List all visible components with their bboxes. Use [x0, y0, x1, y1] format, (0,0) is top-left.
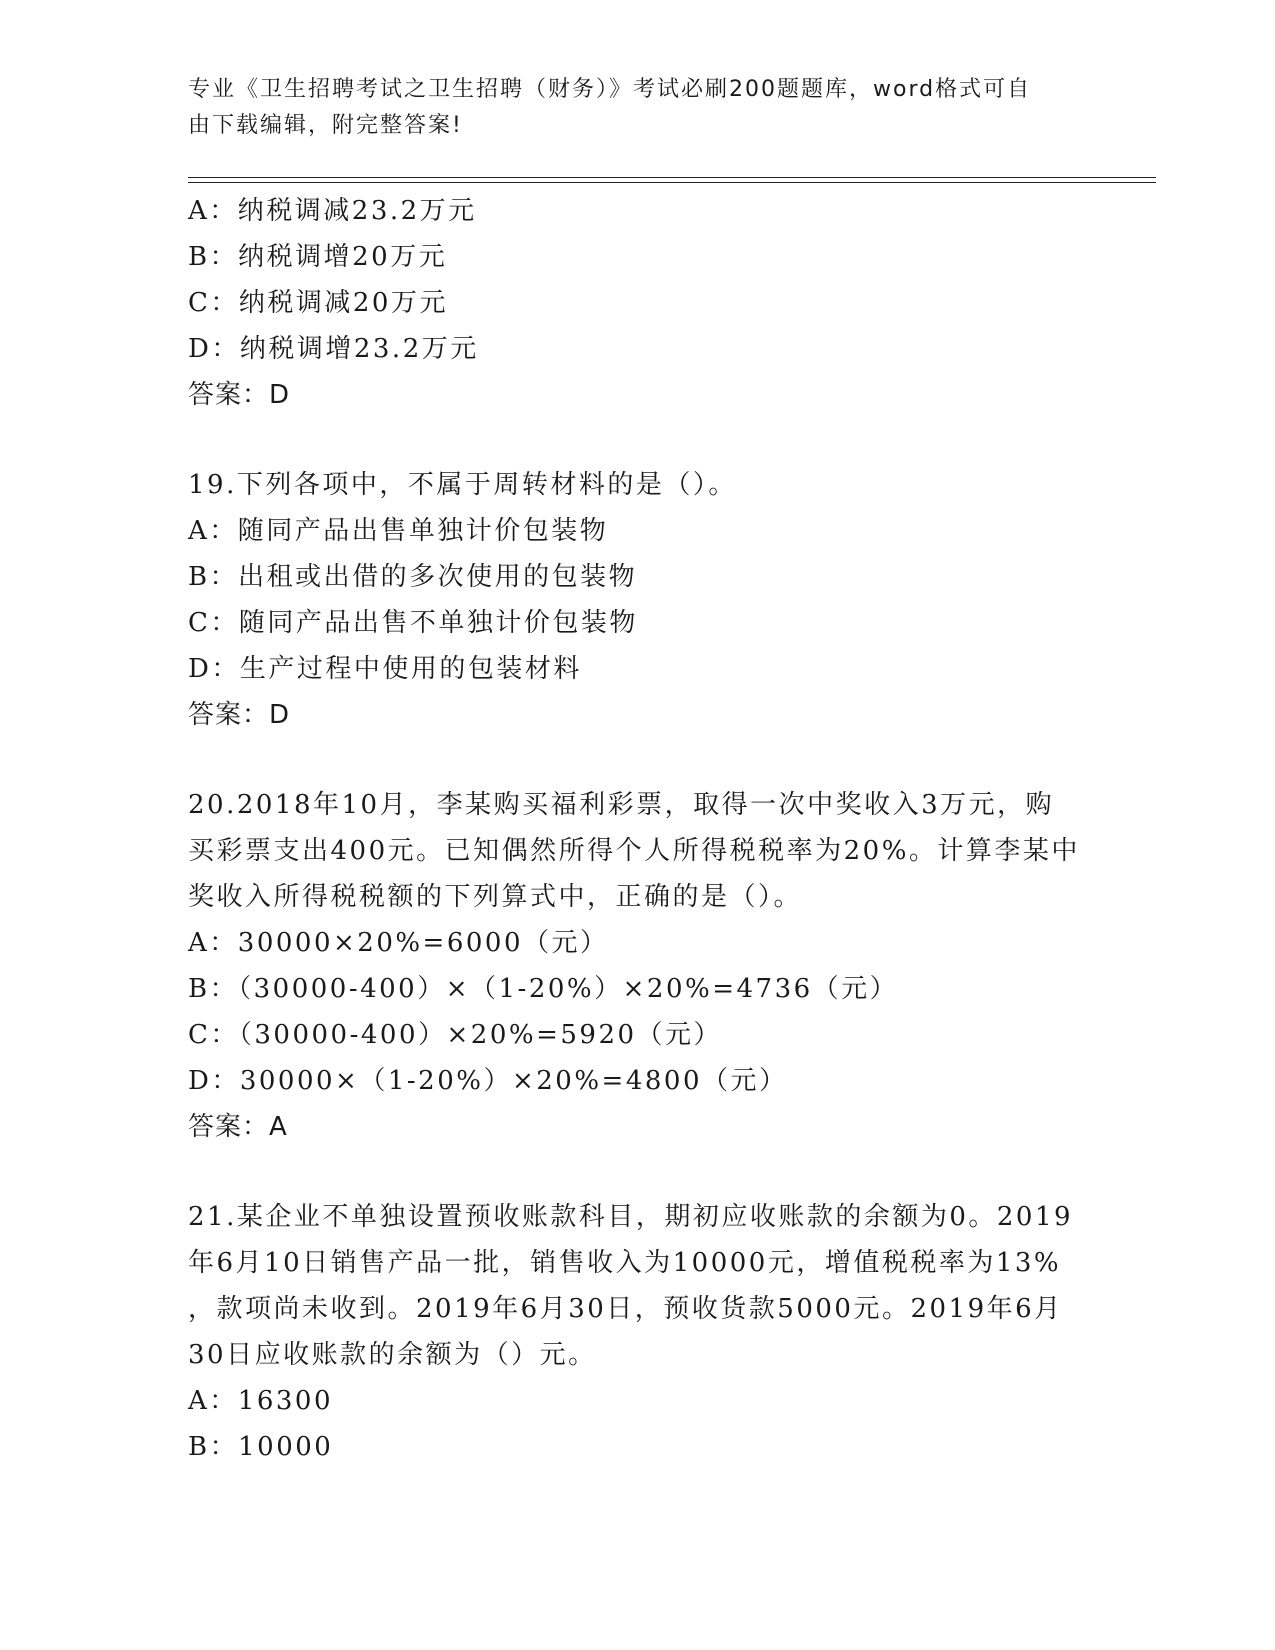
option-b: B：10000 [188, 1432, 334, 1462]
option-a: A：16300 [188, 1386, 333, 1416]
question-19 [188, 462, 1088, 738]
question-stem-line: 19.下列各项中，不属于周转材料的是（）。 [188, 470, 737, 500]
header-rule-bottom [188, 182, 1156, 183]
option-a: A：30000×20%=6000（元） [188, 928, 609, 958]
question-20 [188, 782, 1088, 1150]
question-stem-line: 年6月10日销售产品一批，销售收入为10000元，增值税税率为13% [188, 1248, 1062, 1278]
question-stem-line: 30日应收账款的余额为（）元。 [188, 1340, 597, 1370]
question-stem-line: ，款项尚未收到。2019年6月30日，预收货款5000元。2019年6月 [188, 1294, 1063, 1324]
question-19-answer: 答案：D [188, 700, 291, 730]
option-c: C：纳税调减20万元 [188, 288, 448, 318]
question-stem-line: 21.某企业不单独设置预收账款科目，期初应收账款的余额为0。2019 [188, 1202, 1074, 1232]
header-line-2: 由下载编辑，附完整答案! [188, 113, 463, 138]
question-18-answer: 答案：D [188, 380, 291, 410]
header-rule-top [188, 177, 1156, 178]
question-stem-line: 20.2018年10月，李某购买福利彩票，取得一次中奖收入3万元，购 [188, 790, 1055, 820]
option-b: B：出租或出借的多次使用的包装物 [188, 562, 638, 592]
question-stem-line: 奖收入所得税税额的下列算式中，正确的是（）。 [188, 882, 803, 912]
option-d: D：30000×（1-20%）×20%=4800（元） [188, 1066, 788, 1096]
question-18-options [188, 188, 1088, 372]
question-content [188, 188, 1088, 1470]
option-c: C：（30000-400）×20%=5920（元） [188, 1020, 723, 1050]
question-20-answer: 答案：A [188, 1112, 288, 1142]
spacer [188, 418, 1088, 462]
option-b: B：（30000-400）×（1-20%）×20%=4736（元） [188, 974, 899, 1004]
option-d: D：纳税调增23.2万元 [188, 334, 479, 364]
option-b: B：纳税调增20万元 [188, 242, 448, 272]
option-a: A：随同产品出售单独计价包装物 [188, 516, 609, 546]
spacer [188, 738, 1088, 782]
spacer [188, 1150, 1088, 1194]
document-header [188, 72, 1078, 144]
question-21 [188, 1194, 1088, 1470]
option-d: D：生产过程中使用的包装材料 [188, 654, 582, 684]
header-line-1: 专业《卫生招聘考试之卫生招聘（财务）》考试必刷200题题库，word格式可自 [188, 77, 1032, 102]
option-a: A：纳税调减23.2万元 [188, 196, 477, 226]
question-stem-line: 买彩票支出400元。已知偶然所得个人所得税税率为20%。计算李某中 [188, 836, 1080, 866]
option-c: C：随同产品出售不单独计价包装物 [188, 608, 638, 638]
